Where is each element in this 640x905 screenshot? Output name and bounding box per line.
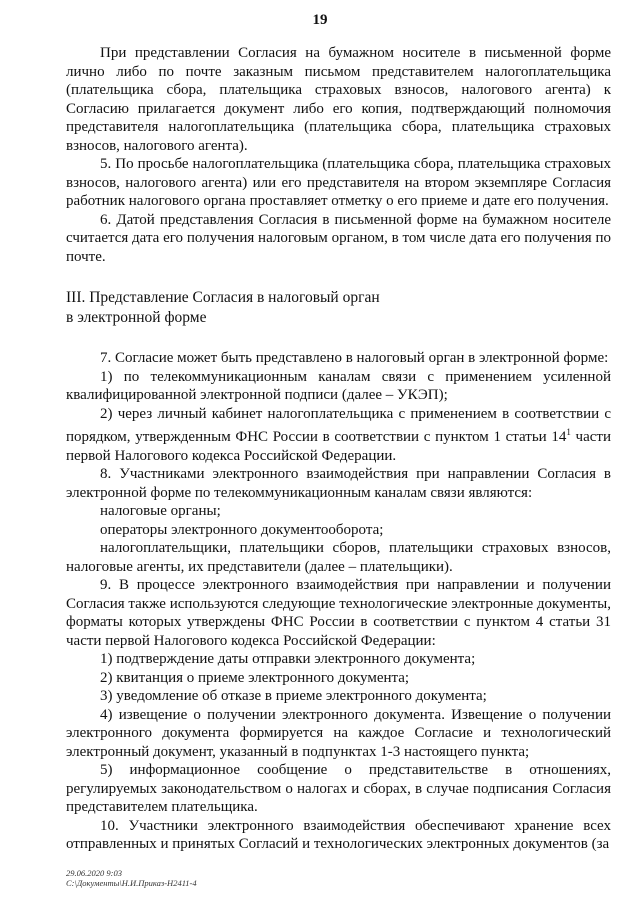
paragraph-7: 7. Согласие может быть представлено в налоговый орган в электронной форме: bbox=[100, 350, 609, 366]
paragraph-7-item-1: 1) по телекоммуникационным каналам связи с применением усиленной квалифицированной электронной подписи (далее – УКЭП); bbox=[66, 368, 611, 403]
paragraph-9-item-4: 4) извещение о получении электронного документа. Извещение о получении электронного документа формируется на каждое Согласие и технологический электронный документ, указанный в подпунктах 1-3 настоящего пункта; bbox=[66, 706, 611, 760]
paragraph-7-item-2 bbox=[66, 405, 611, 466]
page-number: 19 bbox=[312, 12, 328, 28]
paragraph-7-item-2-tail: части первой Налогового кодекса Российской Федерации. bbox=[66, 429, 611, 464]
footer-date: 29.06.2020 9:03 bbox=[66, 868, 122, 878]
paragraph-9-item-2: 2) квитанция о приеме электронного документа; bbox=[100, 669, 410, 686]
paragraph-7-item-2-text: 2) через личный кабинет налогоплательщика с применением в соответствии с порядком, утвержденным ФНС России в соответствии с пунктом 1 статьи 14 bbox=[66, 405, 611, 445]
paragraph-6: 6. Датой представления Согласия в письменной форме на бумажном носителе считается дата его получения налоговым органом, в том числе дата его получения по почте. bbox=[66, 211, 611, 265]
page-footer bbox=[66, 868, 197, 888]
paragraph-5: 5. По просьбе налогоплательщика (плательщика сбора, плательщика страховых взносов, налогового агента) или его представителя на втором экземпляре Согласия работник налогового органа проставляет отметку о его приеме и дате его получения. bbox=[66, 156, 611, 209]
paragraph-9-item-5: 5) информационное сообщение о представительстве в отношениях, регулируемых законодательством о налогах и сборах, в случае подписания Согласия представителем плательщика. bbox=[66, 762, 611, 815]
paragraph-9-item-1: 1) подтверждение даты отправки электронного документа; bbox=[100, 651, 476, 667]
superscript-article-number: 1 bbox=[566, 427, 571, 437]
section-heading-line2: в электронной форме bbox=[66, 309, 207, 326]
paragraph-8-item-1: налоговые органы; bbox=[100, 503, 221, 519]
section-heading bbox=[66, 288, 611, 328]
paragraph-9-item-3: 3) уведомление об отказе в приеме электронного документа; bbox=[100, 688, 487, 704]
paragraph-8-item-3: налогоплательщики, плательщики сборов, плательщики страховых взносов, налоговые агенты, их представители (далее – плательщики). bbox=[66, 540, 611, 575]
footer-file-path: C:\Документы\Н.И.Приказ-Н2411-4 bbox=[66, 878, 197, 888]
section-heading-line1: III. Представление Согласия в налоговый орган bbox=[66, 289, 380, 306]
paragraph-9: 9. В процессе электронного взаимодействия при направлении и получении Согласия также используются следующие технологические электронные документы, форматы которых утверждены ФНС России в соответствии с пунктом 4 статьи 31 части первой Налогового кодекса Российской Федерации: bbox=[66, 577, 611, 649]
paragraph-power-of-attorney: При представлении Согласия на бумажном носителе в письменной форме лично либо по почте заказным письмом представителем налогоплательщика (плательщика сбора, плательщика страховых взносов, налогового агента) к Согласию прилагается документ либо его копия, подтверждающий полномочия представителя налогоплательщика (плательщика сбора, плательщика страховых взносов, налогового агента). bbox=[66, 45, 611, 154]
paragraph-10: 10. Участники электронного взаимодействия обеспечивают хранение всех отправленных и принятых Согласий и технологических электронных документов (за bbox=[66, 817, 611, 852]
paragraph-8: 8. Участниками электронного взаимодействия при направлении Согласия в электронной форме по телекоммуникационным каналам связи являются: bbox=[66, 466, 611, 501]
document-body bbox=[66, 44, 611, 854]
paragraph-8-item-2: операторы электронного документооборота; bbox=[100, 521, 384, 538]
